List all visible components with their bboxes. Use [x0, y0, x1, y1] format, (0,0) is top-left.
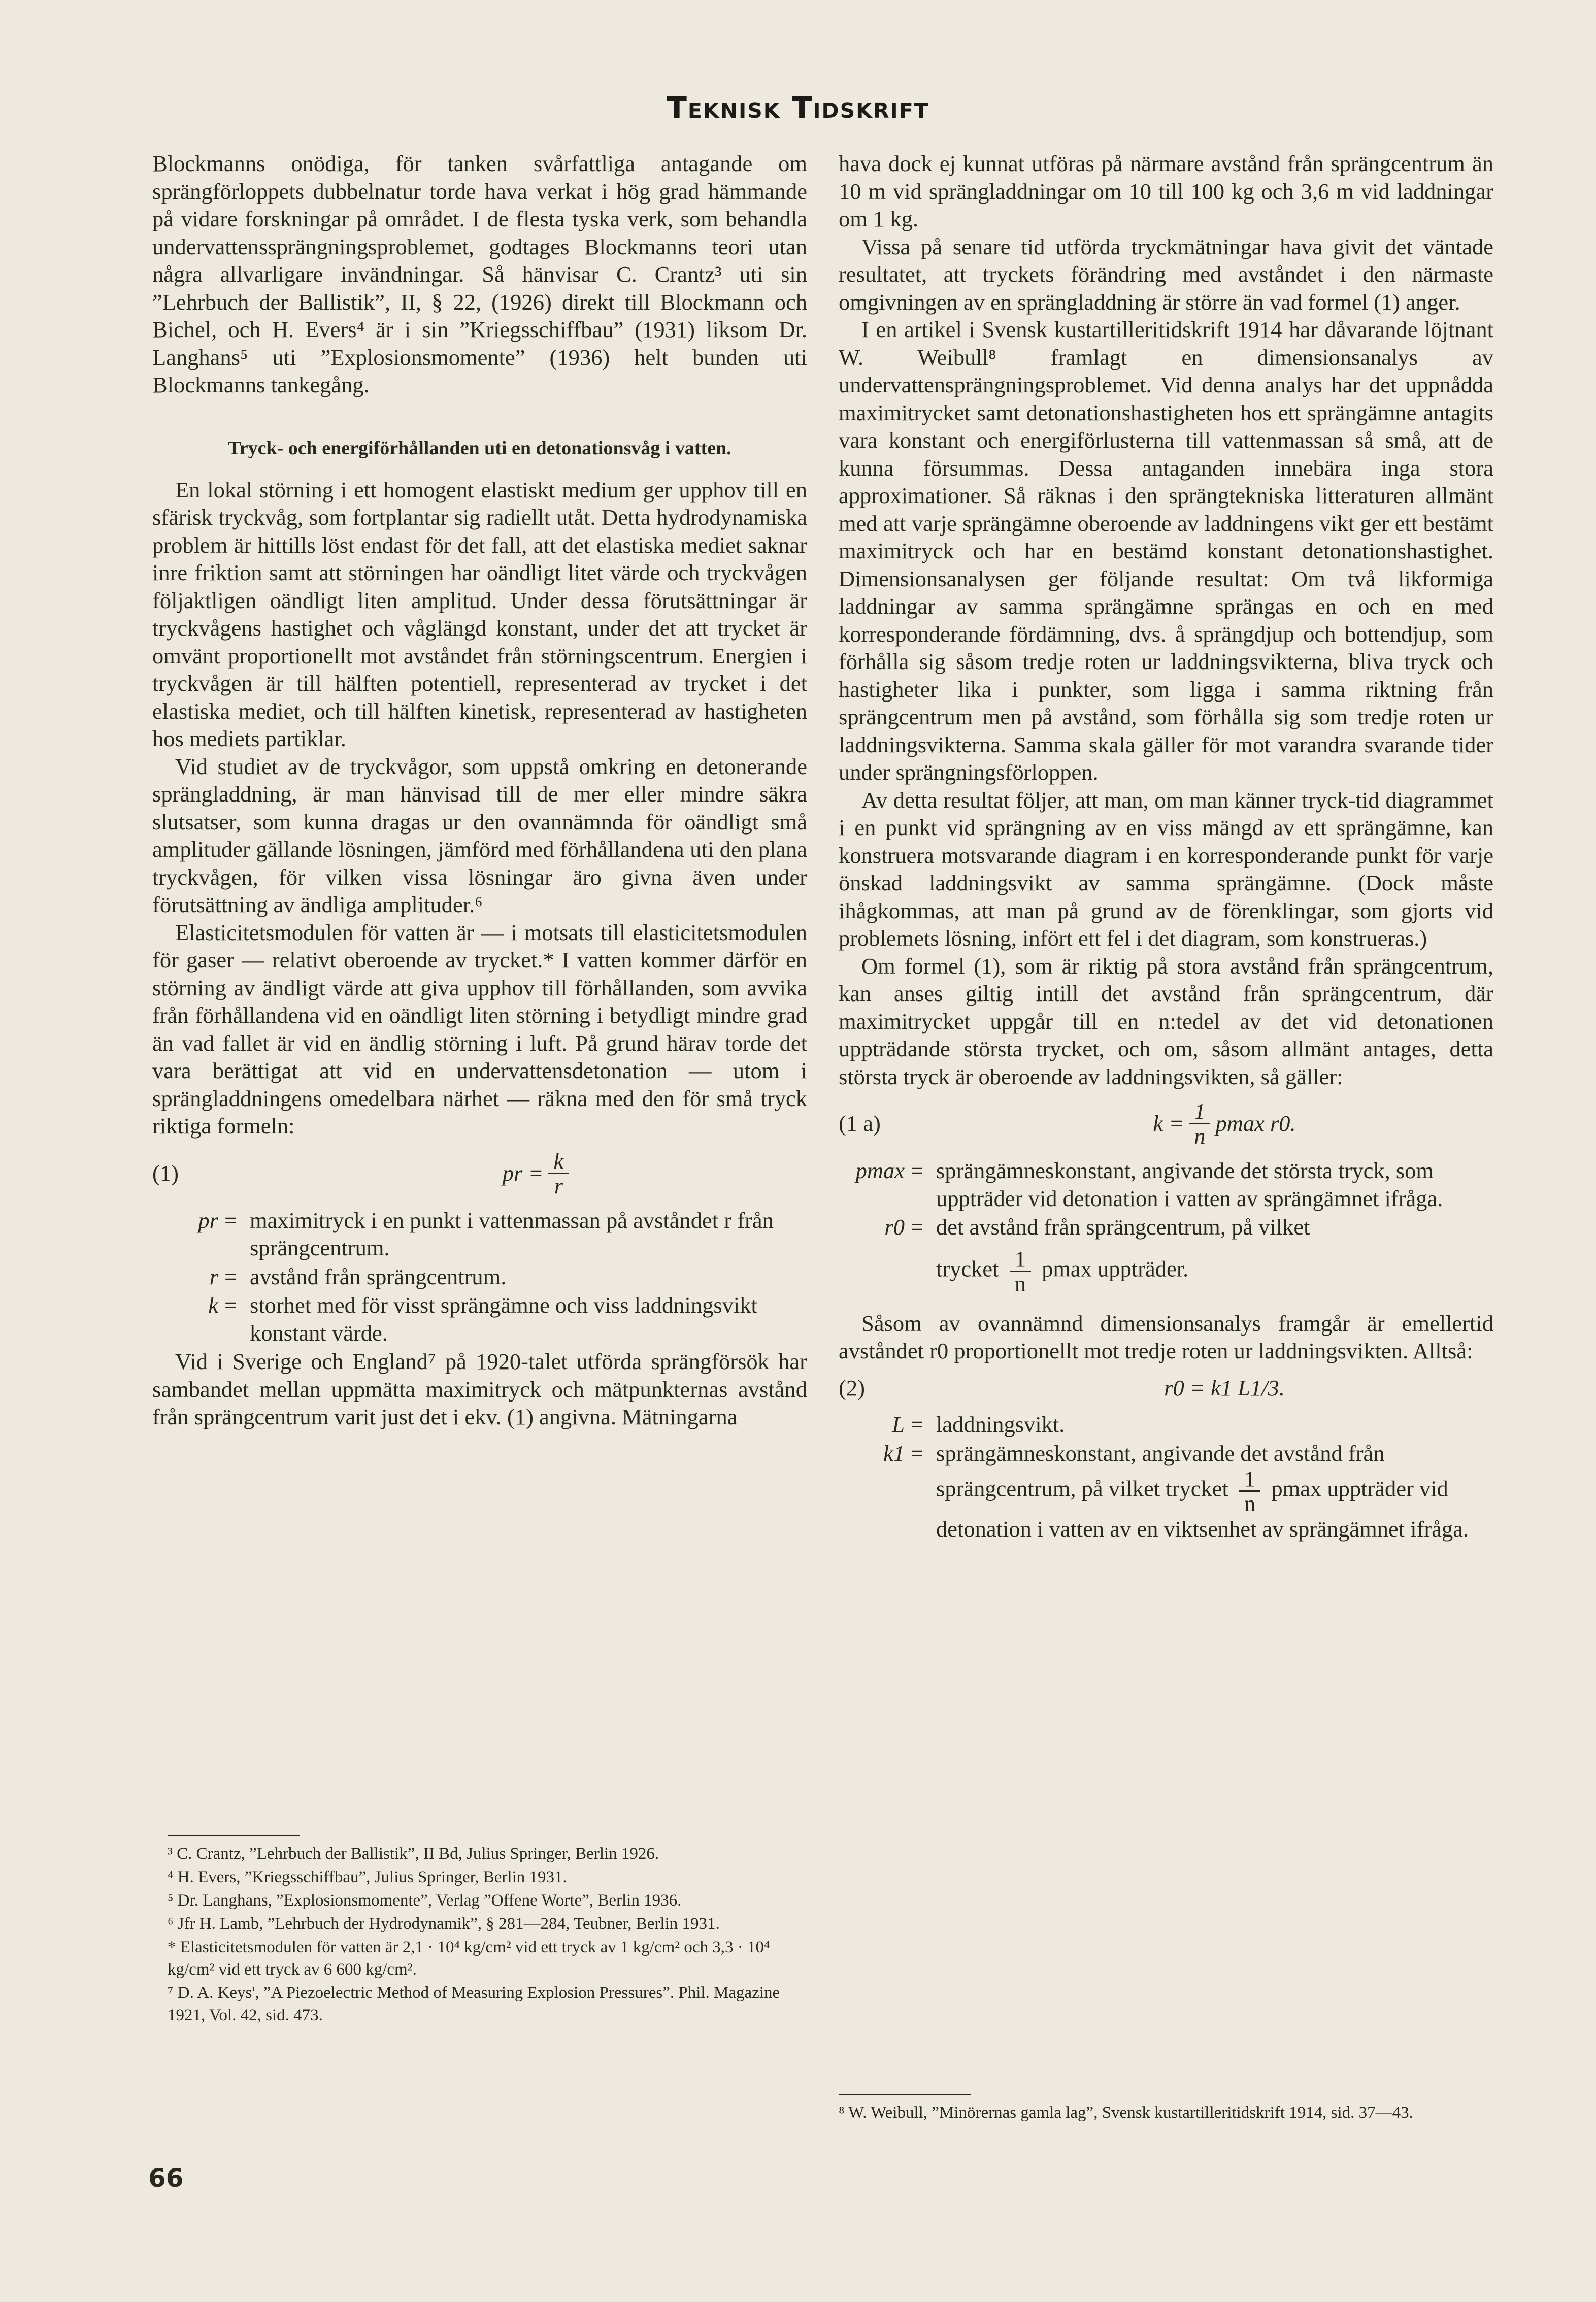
equation-body — [269, 1149, 807, 1197]
footnote: ⁶ Jfr H. Lamb, ”Lehrbuch der Hydrodynamik”, § 281—284, Teubner, Berlin 1931. — [168, 1915, 720, 1933]
symbol: pmax — [855, 1158, 905, 1183]
definition-text: maximitryck i en punkt i vattenmassan på avståndet r från sprängcentrum. — [250, 1207, 774, 1260]
footnote: ⁷ D. A. Keys', ”A Piezoelectric Method of Measuring Explosion Pressures”. Phil. Magazine 1921, Vol. 42, sid. 473. — [168, 1984, 780, 2024]
right-column — [839, 150, 1493, 1544]
footnote: * Elasticitetsmodulen för vatten är 2,1 · 10⁴ kg/cm² vid ett tryck av 1 kg/cm² och 3,3 · 10⁴ kg/cm² vid ett tryck av 6 600 kg/cm². — [168, 1938, 770, 1979]
definition: L = laddningsvikt. — [839, 1411, 1493, 1439]
denominator: n — [1014, 1271, 1026, 1296]
definition-text-line — [936, 1247, 1188, 1295]
paragraph: Såsom av ovannämnd dimensionsanalys framgår är emellertid avståndet r0 proportionellt mot tredje roten ur laddningsvikten. Alltså: — [839, 1310, 1493, 1363]
definition-text-part: pmax uppträder vid detonation i vatten av en viktsenhet av sprängämnet ifråga. — [936, 1476, 1469, 1542]
definition: pmax = sprängämneskonstant, angivande det största tryck, som uppträder vid detonation i vatten av sprängämnet ifråga. — [839, 1157, 1493, 1212]
equation-body — [955, 1099, 1493, 1148]
footnotes-right — [839, 2101, 1493, 2125]
symbol: k1 — [883, 1440, 905, 1466]
definition-word: trycket — [936, 1256, 999, 1282]
definition: k = storhet med för visst sprängämne och viss laddningsvikt konstant värde. — [152, 1291, 807, 1347]
equation-number: (1) — [152, 1160, 179, 1186]
equation-lhs: pr = — [502, 1160, 544, 1186]
equation-number: (2) — [839, 1375, 865, 1400]
paragraph: Vissa på senare tid utförda tryckmätningar hava givit det väntade resultatet, att tryckets förändring med avståndet i den närmaste omgivningen av en sprängladdning är större än vad formel (1) anger. — [839, 233, 1493, 315]
numerator: 1 — [1010, 1247, 1031, 1272]
paragraph: Blockmanns onödiga, för tanken svårfattliga antagande om sprängförloppets dubbelnatur torde hava verkat i hög grad hämmande på vidare forskningar på området. I de flesta tyska verk, som behandla undervattenssprängningsproblemet, godtages Blockmanns teori utan några allvarligare invändningar. Så hänvisar C. Crantz³ uti sin ”Lehrbuch der Ballistik”, II, § 22, (1926) direkt till Blockmann och Bichel, och H. Evers⁴ är i sin ”Kriegsschiffbau” (1931) liksom Dr. Langhans⁵ uti ”Explosionsmomente” (1936) helt bunden uti Blockmanns tankegång. — [152, 151, 807, 397]
definition-text: storhet med för visst sprängämne och viss laddningsvikt konstant värde. — [250, 1292, 757, 1346]
fraction — [1239, 1467, 1260, 1515]
denominator: r — [554, 1173, 563, 1198]
paragraph: Om formel (1), som är riktig på stora avstånd från sprängcentrum, kan anses giltig intill det avstånd från sprängcentrum, där maximitrycket uppgår till en n:tedel av det vid detonationen uppträdande största trycket, och om, såsom allmänt antages, detta största tryck är oberoende av laddningsvikten, så gäller: — [839, 953, 1493, 1089]
section-heading: Tryck- och energiförhållanden uti en detonationsvåg i vatten. — [228, 437, 732, 459]
definition-text: avstånd från sprängcentrum. — [250, 1263, 507, 1289]
definition-text-line: det avstånd från sprängcentrum, på vilket — [936, 1214, 1310, 1240]
denominator: n — [1244, 1491, 1256, 1516]
definition: r0 = det avstånd från sprängcentrum, på vilket trycket $\frac{1}{n}$ pmax uppträder. — [839, 1213, 1493, 1295]
paragraph: Av detta resultat följer, att man, om man känner tryck-tid diagrammet i en punkt vid sprängning av en viss mängd av ett sprängämne, kan konstruera motsvarande diagram i en korresponderande punkt för varje önskad laddningsvikt av samma sprängämne. (Dock måste ihågkommas, att man på grund av de förenklingar, som gjorts vid problemets lösning, infört ett fel i det diagram, som konstrueras.) — [839, 787, 1493, 951]
definition-text: sprängämneskonstant, angivande det största tryck, som uppträder vid detonation i vatten av sprängämnet ifråga. — [936, 1158, 1443, 1211]
numerator: 1 — [1189, 1099, 1210, 1124]
equation-1 — [152, 1149, 807, 1197]
paragraph: Vid studiet av de tryckvågor, som uppstå omkring en detonerande sprängladdning, är man hänvisad till de mer eller mindre säkra slutsatser, som kunna dragas ur den ovannämnda för oändligt små amplituder gällande lösningen, jämförd med förhållandena uti den plana tryckvågen, för vilken vissa lösningar äro givna även under förutsättning av ändliga amplituder.⁶ — [152, 753, 807, 917]
footnote: ⁸ W. Weibull, ”Minörernas gamla lag”, Svensk kustartilleritidskrift 1914, sid. 37—43. — [839, 2104, 1413, 2122]
numerator: 1 — [1239, 1467, 1260, 1492]
paragraph: I en artikel i Svensk kustartilleritidskrift 1914 har dåvarande löjtnant W. Weibull⁸ framlagt en dimensionsanalys av undervattensprängningsproblemet. Vid denna analys har det uppnådda maximitrycket samt detonationshastigheten hos ett sprängämne antagits vara konstant och energiförlusterna till vattenmassan så små, att de kunna försummas. Dessa antaganden innebära inga stora approximationer. Så räknas i den sprängtekniska litteraturen allmänt med att varje sprängämne oberoende av laddningens vikt ger ett bestämt maximitryck och har en bestämd konstant detonationshastighet. Dimensionsanalysen ger följande resultat: Om två likformiga laddningar av samma sprängämne sprängas en och en med korresponderande fördämning, dvs. å sprängdjup och bottendjup, som förhålla sig såsom tredje roten ur laddningsvikterna, bliva tryck och hastigheter lika i punkter, som ligga i samma riktning från sprängcentrum men på avstånd, som förhålla sig som tredje roten ur laddningsvikterna. Samma skala gäller för mot varandra svarande tider under sprängningsförloppen. — [839, 317, 1493, 785]
fraction — [1010, 1247, 1031, 1295]
footnote: ⁵ Dr. Langhans, ”Explosionsmomente”, Verlag ”Offene Worte”, Berlin 1936. — [168, 1891, 682, 1910]
symbol: r0 — [884, 1214, 905, 1240]
definition: k1 = sprängämneskonstant, angivande det avstånd från sprängcentrum, på vilket trycket $\frac{1}{n}$ pmax uppträder vid detonation i vatten av en viktsenhet av sprängämnet ifråga. — [839, 1440, 1493, 1543]
fraction — [1189, 1099, 1210, 1148]
equation-2 — [839, 1374, 1493, 1402]
page-number: 66 — [148, 2163, 184, 2193]
definition: r = avstånd från sprängcentrum. — [152, 1263, 807, 1291]
paragraph: hava dock ej kunnat utföras på närmare avstånd från sprängcentrum än 10 m vid sprängladdningar om 10 till 100 kg och 3,6 m vid laddningar om 1 kg. — [839, 151, 1493, 231]
paragraph: Elasticitetsmodulen för vatten är — i motsats till elasticitetsmodulen för gaser — relativt oberoende av trycket.* I vatten kommer därför en störning av ändligt värde att giva upphov till förhållanden, som avvika från förhållandena vid en oändligt liten störning i betydligt mindre grad än vad fallet är vid en ändlig störning i luft. På grund härav torde det vara berättigat att vid en undervattensdetonation — utom i sprängladdningens omedelbara närhet — räkna med den för små tryck riktiga formeln: — [152, 919, 807, 1139]
fraction — [548, 1149, 569, 1197]
equation-lhs: k = — [1153, 1111, 1184, 1137]
definition-text: laddningsvikt. — [936, 1412, 1065, 1437]
definition: pr = maximitryck i en punkt i vattenmassan på avståndet r från sprängcentrum. — [152, 1207, 807, 1262]
denominator: n — [1194, 1123, 1206, 1149]
equation-rhs: pmax r0. — [1215, 1111, 1296, 1137]
journal-header: Teknisk Tidskrift — [667, 90, 929, 125]
numerator: k — [548, 1149, 569, 1174]
definition-text-part: sprängämneskonstant, angivande det avstånd från sprängcentrum, på vilket trycket — [936, 1440, 1385, 1502]
footnote: ⁴ H. Evers, ”Kriegsschiffbau”, Julius Springer, Berlin 1931. — [168, 1868, 567, 1886]
footnote-rule — [168, 1835, 300, 1836]
footnote: ³ C. Crantz, ”Lehrbuch der Ballistik”, II Bd, Julius Springer, Berlin 1926. — [168, 1845, 659, 1863]
symbol: L — [892, 1412, 905, 1437]
equation-body: r0 = k1 L1/3. — [1164, 1375, 1285, 1400]
left-column — [152, 150, 807, 1431]
symbol: r — [209, 1263, 218, 1289]
definition-text — [936, 1213, 1493, 1295]
equation-1a — [839, 1099, 1493, 1148]
paragraph: Vid i Sverige och England⁷ på 1920-talet utförda sprängförsök har sambandet mellan uppmätta maximitryck och mätpunkternas avstånd från sprängcentrum varit just det i ekv. (1) angivna. Mätningarna — [152, 1349, 807, 1429]
definition-text — [936, 1440, 1493, 1543]
definition-word: pmax uppträder. — [1042, 1256, 1189, 1282]
symbol: pr — [198, 1207, 218, 1233]
symbol: k — [208, 1292, 218, 1318]
footnotes-left — [168, 1843, 807, 2027]
paragraph: En lokal störning i ett homogent elastiskt medium ger upphov till en sfärisk tryckvåg, som fortplantar sig radiellt utåt. Detta hydrodynamiska problem är hittills löst endast för det fall, att det elastiska mediet saknar inre friktion samt att störningen har oändligt litet värde och tryckvågen följaktligen oändligt liten amplitud. Under dessa förutsättningar är tryckvågens hastighet och våglängd konstant, under det att trycket är omvänt proportionellt mot avståndet från störningscentrum. Energien i tryckvågen är till hälften potentiell, representerad av trycket i det elastiska mediet, och till hälften kinetisk, representerad av hastigheten hos mediets partiklar. — [152, 477, 807, 751]
equation-number: (1 a) — [839, 1111, 881, 1137]
footnote-rule — [839, 2094, 971, 2095]
